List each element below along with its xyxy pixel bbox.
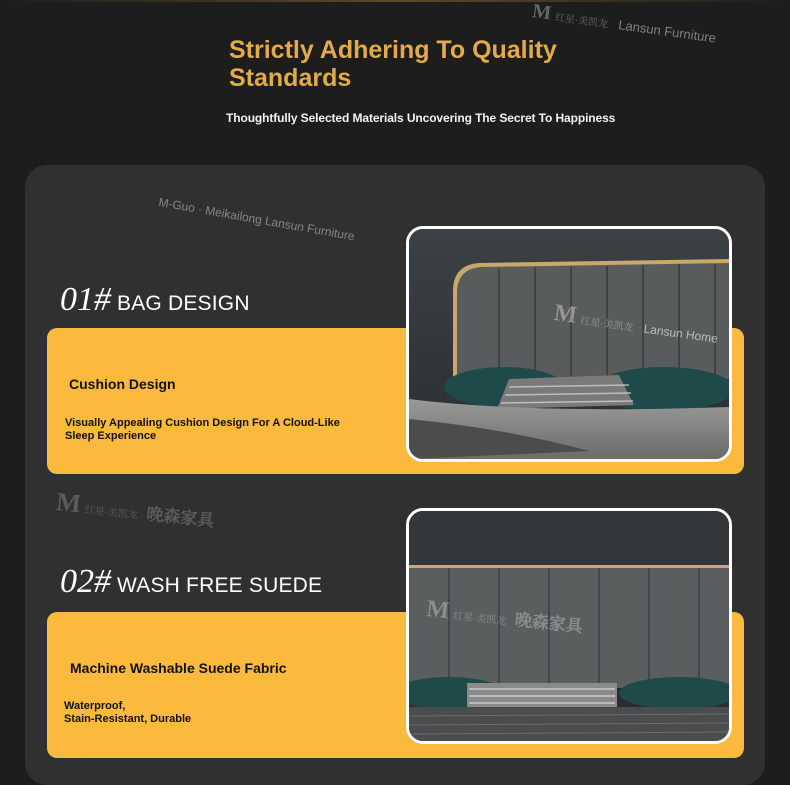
feature-2-description-line-2: Stain-Resistant, Durable (64, 713, 192, 725)
photo-2-watermark-letter: M (425, 596, 451, 625)
feature-1-label (60, 281, 250, 319)
page-subtitle: Thoughtfully Selected Materials Uncovering The Secret To Happiness (226, 111, 616, 125)
brand-watermark-cn2: 晚森家具 (145, 504, 216, 531)
feature-2-name: WASH FREE SUEDE (117, 574, 323, 597)
brand-watermark-letter: M (54, 487, 83, 519)
feature-1-number: 01# (60, 281, 111, 318)
feature-2-number: 02# (60, 563, 111, 600)
top-divider (0, 0, 790, 2)
feature-1-heading: Cushion Design (69, 376, 176, 392)
feature-1-name: BAG DESIGN (117, 292, 250, 315)
feature-2-label (60, 563, 322, 601)
watermark-logo-cn: 红星·美凯龙 (554, 12, 609, 31)
watermark-logo-letter: M (530, 0, 553, 25)
card-watermark: M-Guo · Meikailong Lansun Furniture (157, 195, 356, 244)
photo-1-watermark-text: Lansun Home (642, 321, 719, 346)
photo-1-watermark-letter: M (552, 300, 579, 329)
brand-watermark-cn: 红星·美凯龙 (84, 504, 139, 522)
feature-2-description (64, 700, 364, 726)
photo-2-watermark-cn: 红星·美凯龙 (452, 610, 507, 628)
feature-1-description: Visually Appealing Cushion Design For A Cloud-Like Sleep Experience (65, 417, 340, 442)
photo-1-watermark-cn: 红星·美凯龙 (579, 315, 635, 334)
watermark-brand-text: Lansun Furniture (617, 17, 717, 46)
photo-2-watermark-cn2: 晚森家具 (513, 610, 584, 637)
feature-2-heading: Machine Washable Suede Fabric (70, 660, 287, 676)
page-title: Strictly Adhering To Quality Standards (229, 36, 557, 92)
feature-2-description-line-1: Waterproof, (64, 700, 126, 712)
